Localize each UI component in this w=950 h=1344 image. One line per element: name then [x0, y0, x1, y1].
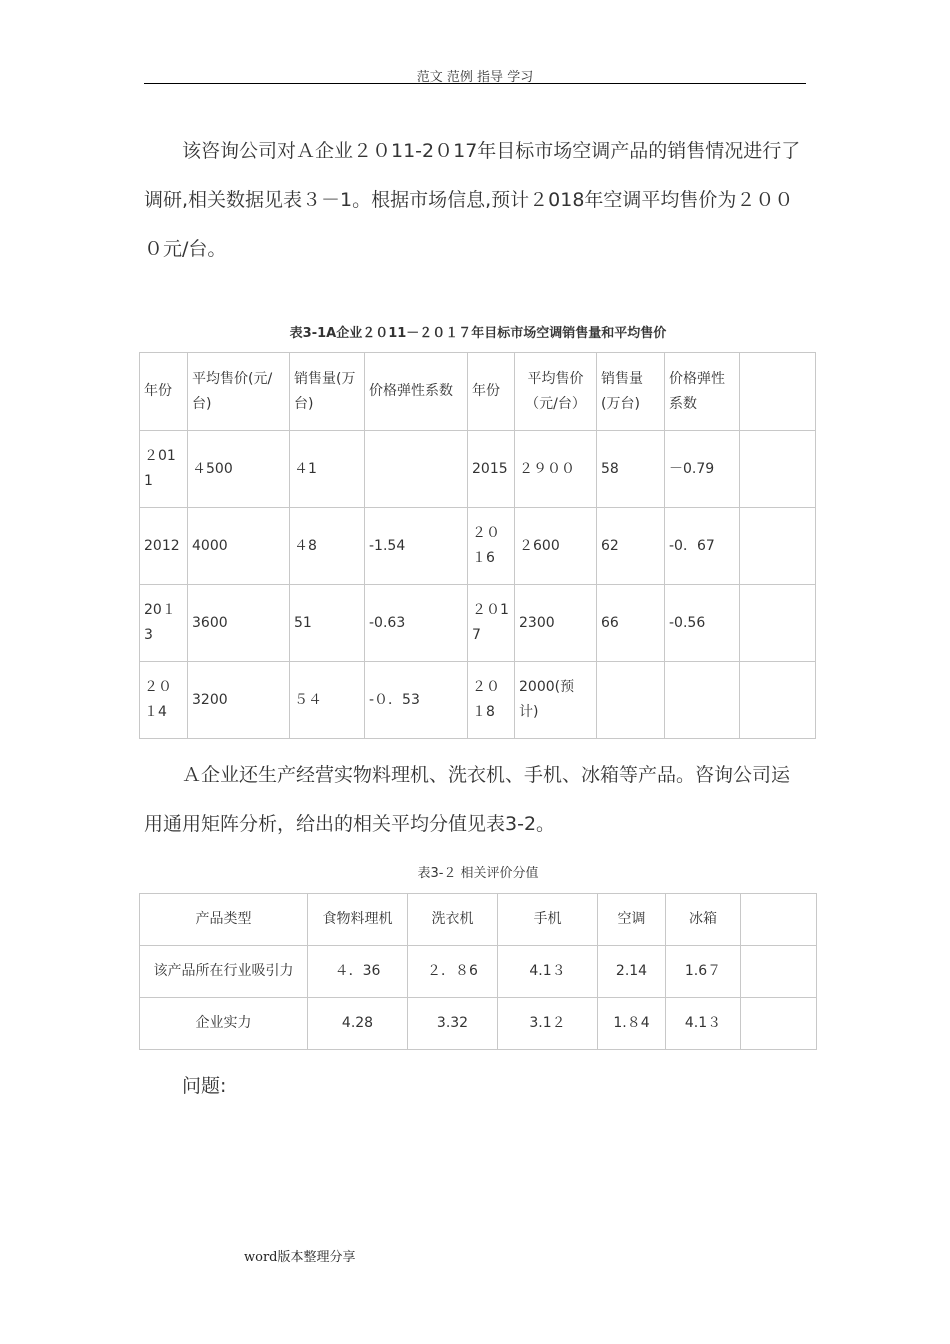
table-row	[140, 431, 816, 508]
table-cell: ２０17	[468, 585, 515, 662]
table-cell: ４500	[188, 431, 290, 508]
sales-price-table	[139, 352, 816, 739]
page-header: 范文 范例 指导 学习	[416, 70, 534, 85]
table-cell: ２０１4	[140, 662, 188, 739]
table-row	[140, 508, 816, 585]
header-cell: 冰箱	[666, 894, 741, 946]
table-cell: ２９００	[515, 431, 597, 508]
table-cell	[740, 585, 816, 662]
table-cell: ４．36	[308, 946, 408, 998]
table-cell: ５４	[290, 662, 365, 739]
table-cell	[597, 662, 665, 739]
table-cell: 2012	[140, 508, 188, 585]
table-cell: 1.6７	[666, 946, 741, 998]
table-cell: 62	[597, 508, 665, 585]
table2-caption: 表3-２ 相关评价分值	[417, 866, 539, 881]
table-cell: ４8	[290, 508, 365, 585]
table-cell: ２011	[140, 431, 188, 508]
header-cell: 食物料理机	[308, 894, 408, 946]
table-cell	[740, 662, 816, 739]
table-cell	[740, 508, 816, 585]
header-divider	[144, 83, 806, 84]
table-cell: 4.28	[308, 998, 408, 1050]
table-cell: 2.14	[598, 946, 666, 998]
table-cell: 企业实力	[140, 998, 308, 1050]
table-cell: 66	[597, 585, 665, 662]
table-cell: －0.79	[665, 431, 740, 508]
table-cell: 20１3	[140, 585, 188, 662]
table-cell: 3200	[188, 662, 290, 739]
header-cell	[741, 894, 817, 946]
table-row	[140, 585, 816, 662]
table-cell: 该产品所在行业吸引力	[140, 946, 308, 998]
table-cell: 2000(预计)	[515, 662, 597, 739]
header-cell: 年份	[468, 353, 515, 431]
header-cell: 空调	[598, 894, 666, 946]
table-cell	[740, 431, 816, 508]
table-row	[140, 946, 817, 998]
table-cell	[741, 946, 817, 998]
table-row	[140, 998, 817, 1050]
table-row	[140, 662, 816, 739]
table-header-row	[140, 894, 817, 946]
table-cell: -1.54	[365, 508, 468, 585]
table-cell: -0.56	[665, 585, 740, 662]
question-paragraph: 问题:	[182, 1075, 227, 1097]
header-cell: 洗衣机	[408, 894, 498, 946]
evaluation-score-table	[139, 893, 817, 1050]
header-cell: 价格弹性系数	[665, 353, 740, 431]
header-cell: 销售量(万台)	[597, 353, 665, 431]
header-cell	[740, 353, 816, 431]
header-cell: 平均售价(元/台)	[188, 353, 290, 431]
page-footer: word版本整理分享	[244, 1250, 356, 1265]
table-cell: 4.1３	[666, 998, 741, 1050]
table-cell: 2015	[468, 431, 515, 508]
table-cell: ２０１6	[468, 508, 515, 585]
table-cell: 2300	[515, 585, 597, 662]
header-cell: 年份	[140, 353, 188, 431]
intro-paragraph: 该咨询公司对Ａ企业２０11-2０17年目标市场空调产品的销售情况进行了调研,相关数据见表３－1。根据市场信息,预计２018年空调平均售价为２０００元/台。	[144, 140, 801, 260]
table-cell: 1.８4	[598, 998, 666, 1050]
header-cell: 销售量(万台)	[290, 353, 365, 431]
table-cell: -０．53	[365, 662, 468, 739]
table-cell: ２600	[515, 508, 597, 585]
table-cell: 4.1３	[498, 946, 598, 998]
header-cell: 产品类型	[140, 894, 308, 946]
header-cell: 价格弹性系数	[365, 353, 468, 431]
table-cell	[741, 998, 817, 1050]
table-cell: 3.1２	[498, 998, 598, 1050]
table-cell: ２０１8	[468, 662, 515, 739]
table-cell: 58	[597, 431, 665, 508]
table-header-row	[140, 353, 816, 431]
table-cell: -0．67	[665, 508, 740, 585]
table-cell: 51	[290, 585, 365, 662]
table-cell: ２．８6	[408, 946, 498, 998]
table-cell: 3600	[188, 585, 290, 662]
table-cell: 4000	[188, 508, 290, 585]
products-paragraph: Ａ企业还生产经营实物料理机、洗衣机、手机、冰箱等产品。咨询公司运用通用矩阵分析，给出的相关平均分值见表3-2。	[144, 764, 791, 835]
table-cell	[665, 662, 740, 739]
table-cell: -0.63	[365, 585, 468, 662]
table-cell: 3.32	[408, 998, 498, 1050]
table-cell	[365, 431, 468, 508]
table-cell: ４1	[290, 431, 365, 508]
header-cell: 平均售价（元/台）	[515, 353, 597, 431]
table1-caption: 表3-1A企业２０11－２０１７年目标市场空调销售量和平均售价	[289, 326, 667, 341]
header-cell: 手机	[498, 894, 598, 946]
